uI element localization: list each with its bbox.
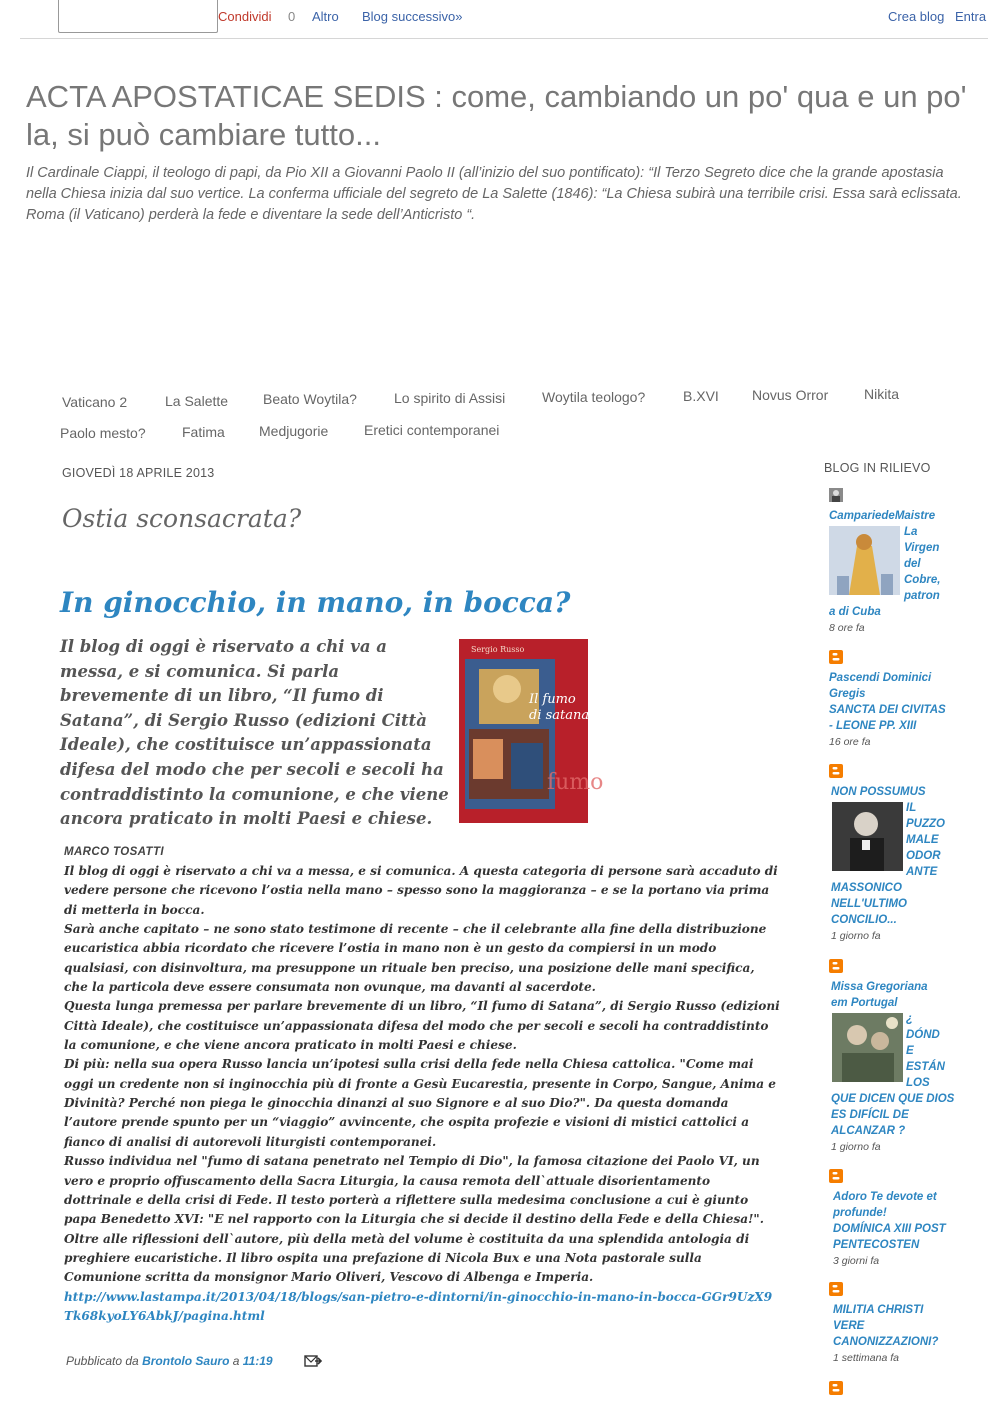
share-count: 0 bbox=[288, 9, 296, 24]
post-title-link[interactable]: VERE CANONIZZAZIONI? bbox=[833, 1320, 939, 1348]
post-time-link[interactable]: 11:19 bbox=[242, 1354, 273, 1368]
tab-woytila-teologo[interactable]: Woytila teologo? bbox=[542, 389, 646, 405]
navbar-search-box[interactable] bbox=[58, 0, 218, 33]
book-author: Sergio Russo bbox=[471, 645, 525, 654]
post-thumbnail[interactable] bbox=[832, 802, 903, 871]
featured-blog-item bbox=[829, 1169, 981, 1267]
blog-name-link[interactable]: Pascendi Dominici Gregis bbox=[829, 672, 932, 700]
post-title-link-continued[interactable]: QUE DICEN QUE DIOS ES DIFÍCIL DE ALCANZAR ? bbox=[831, 1093, 955, 1137]
post-time-ago: 1 giorno fa bbox=[831, 930, 881, 942]
at-label: a bbox=[232, 1354, 240, 1368]
blogger-icon bbox=[829, 1381, 843, 1395]
next-blog-link[interactable]: Blog successivo» bbox=[362, 9, 463, 24]
tab-novus-orror[interactable]: Novus Orror bbox=[752, 387, 829, 403]
tab-vaticano-2[interactable]: Vaticano 2 bbox=[62, 394, 128, 410]
post-time-ago: 3 giorni fa bbox=[833, 1255, 880, 1267]
post-title-link[interactable]: ¿ DÓND E ESTÁN LOS bbox=[906, 1013, 945, 1089]
post-title-link-continued[interactable]: a di Cuba bbox=[829, 606, 881, 618]
tab-paolo-mesto[interactable]: Paolo mesto? bbox=[60, 425, 146, 441]
login-link[interactable]: Entra bbox=[955, 9, 987, 24]
blog-name-link[interactable]: NON POSSUMUS bbox=[831, 786, 926, 798]
tab-spirito-di-assisi[interactable]: Lo spirito di Assisi bbox=[394, 390, 506, 406]
tab-medjugorie[interactable]: Medjugorie bbox=[259, 423, 329, 439]
book-title-line2: di satana bbox=[529, 708, 590, 723]
blogger-icon bbox=[829, 1282, 843, 1296]
blog-name-link[interactable]: CampariedeMaistre bbox=[829, 510, 936, 522]
blog-description: Il Cardinale Ciappi, il teologo di papi, da Pio XII a Giovanni Paolo II (all’inizio del suo pontificato): “Il Terzo Segreto dice che la grande apostasia nella Chiesa inizia dal suo vertice. La conferma ufficiale del segreto de La Salette (1846): “La Chiesa subirà una terribile crisi. Essa sarà eclissata. Roma (il Vaticano) perderà la fede e diventare la sede dell’Anticristo “. bbox=[26, 165, 962, 223]
article-paragraph: Sarà anche capitato – ne sono stato testimone di recente – che il celebrante alla fine della distribuzione eucaristica abbia ricordato che ricevere l’ostia in mano non è un gesto da compiersi in un modo qualsiasi, con disinvoltura, ma presuppone un rituale ben preciso, una posizione delle mani specifica, che la particola deve essere consumata non ovunque, ma davanti al sacerdote. bbox=[64, 922, 767, 995]
article-body bbox=[64, 862, 780, 1326]
tab-bxvi[interactable]: B.XVI bbox=[683, 388, 719, 404]
tab-eretici-contemporanei[interactable]: Eretici contemporanei bbox=[364, 422, 500, 438]
article-headline: In ginocchio, in mano, in bocca? bbox=[60, 586, 571, 619]
page-tabs bbox=[0, 384, 1000, 444]
published-by-label: Pubblicato da bbox=[66, 1354, 139, 1368]
more-link[interactable]: Altro bbox=[312, 9, 339, 24]
article-paragraph: Questa lunga premessa per parlare brevemente di un libro, “Il fumo di Satana”, di Sergio Russo (edizioni Città Ideale), che costituisce un’appassionata difesa del modo che per secoli e secoli ha contraddistinto la comunione, e che viene ancora praticato in molti Paesi e chiese. bbox=[64, 999, 780, 1053]
share-button[interactable]: Condividi bbox=[218, 9, 272, 24]
blog-title[interactable]: ACTA APOSTATICAE SEDIS : come, cambiando un po' qua e un po' la, si può cambiare tutto... bbox=[26, 79, 967, 152]
post-title-link-continued[interactable]: MASSONICO NELL'ULTIMO CONCILIO... bbox=[831, 882, 907, 926]
post-time-ago: 1 settimana fa bbox=[833, 1352, 899, 1364]
blog-name-link[interactable]: Adoro Te devote et profunde! bbox=[833, 1191, 937, 1219]
blog-name-link[interactable]: MILITIA CHRISTI bbox=[833, 1304, 924, 1316]
featured-blog-item bbox=[829, 650, 981, 748]
post-time-ago: 1 giorno fa bbox=[831, 1141, 881, 1153]
blogger-icon bbox=[829, 1169, 843, 1183]
post-footer bbox=[66, 1354, 273, 1368]
post-thumbnail[interactable] bbox=[832, 1013, 903, 1082]
article-paragraph: Russo individua nel "fumo di satana penetrato nel Tempio di Dio", la famosa citazione dei Paolo VI, un vero e proprio offuscamento della Sacra Liturgia, la causa remota dell`attuale disorientamento dottrinale e della crisi di Fede. Il testo porterà a riflettere sulla medesima conclusione a cui è giunto papa Benedetto XVI: "E nel rapporto con la Liturgia che si decide il destino della Fede e della Chiesa!". Oltre alle riflessioni dell`autore, più della metà del volume è costituita da una splendida antologia di preghiere eucaristiche. Il libro ospita una prefazione di Nicola Bux e una Nota pastorale sulla Comunione scritta da monsignor Mario Oliveri, Vescovo di Albenga e Imperia. bbox=[64, 1154, 764, 1285]
post-date: GIOVEDÌ 18 APRILE 2013 bbox=[62, 466, 215, 480]
book-title-line1: Il fumo bbox=[529, 692, 576, 707]
blogger-icon bbox=[829, 959, 843, 973]
tab-fatima[interactable]: Fatima bbox=[182, 424, 225, 440]
post-title-link[interactable]: SANCTA DEI CIVITAS - LEONE PP. XIII bbox=[829, 704, 946, 732]
tab-la-salette[interactable]: La Salette bbox=[165, 393, 229, 409]
post-title-link[interactable]: DOMÍNICA XIII POST PENTECOSTEN bbox=[833, 1223, 946, 1251]
featured-blog-item bbox=[829, 764, 981, 942]
featured-blog-item bbox=[829, 488, 981, 634]
blog-avatar-icon bbox=[829, 488, 843, 502]
tab-nikita[interactable]: Nikita bbox=[864, 386, 900, 402]
article-paragraph: Il blog di oggi è riservato a chi va a messa, e si comunica. A questa categoria di persone sarà accaduto di vedere persone che ricevono l’ostia nella mano – spesso sono la maggioranza – e se la portano via prima di metterla in bocca. bbox=[64, 864, 778, 917]
featured-blog-item bbox=[829, 959, 981, 1153]
source-article-link[interactable]: http://www.lastampa.it/2013/04/18/blogs/san-pietro-e-dintorni/in-ginocchio-in-mano-in-bocca-GGr9UzX9Tk68kyoLY6AbkJ/pagina.html bbox=[64, 1289, 773, 1323]
post-time-ago: 8 ore fa bbox=[829, 622, 865, 634]
blogger-navbar bbox=[20, 0, 988, 39]
book-cover-image bbox=[459, 639, 604, 823]
tab-beato-woytila[interactable]: Beato Woytila? bbox=[263, 391, 357, 407]
blogger-icon bbox=[829, 764, 843, 778]
author-link[interactable]: Brontolo Sauro bbox=[142, 1354, 230, 1368]
sidebar-heading: BLOG IN RILIEVO bbox=[824, 461, 931, 475]
post-thumbnail[interactable] bbox=[829, 526, 900, 595]
article-paragraph: Di più: nella sua opera Russo lancia un’ipotesi sulla crisi della fede nella Chiesa cattolica. "Come mai oggi un credente non si inginocchia più di fronte a Gesù Eucarestia, presente in Corpo, Sangue, Anima e Divinità? Perché non piega le ginocchia dinanzi al suo Signore e al suo Dio?". Da questa domanda l’autore prende spunto per un “viaggio” avvincente, che ospita profezie e visioni di mistici cattolici a fianco di analisi di autorevoli liturgisti contemporanei. bbox=[64, 1057, 776, 1149]
book-side-text: fumo bbox=[547, 770, 604, 795]
email-post-icon[interactable] bbox=[304, 1354, 322, 1368]
post-time-ago: 16 ore fa bbox=[829, 736, 871, 748]
blog-name-link[interactable]: Missa Gregoriana em Portugal bbox=[831, 981, 928, 1009]
post-title-link[interactable]: La Virgen del Cobre, patron bbox=[904, 526, 941, 602]
article-byline: MARCO TOSATTI bbox=[64, 846, 164, 858]
article-lead: Il blog di oggi è riservato a chi va a messa, e si comunica. Si parla brevemente di un libro, “Il fumo di Satana”, di Sergio Russo (edizioni Città Ideale), che costituisce un’appassionata difesa del modo che per secoli e secoli ha contraddistinto la comunione, e che viene ancora praticato in molti Paesi e chiese. bbox=[60, 637, 449, 829]
post-title-link[interactable]: IL PUZZO MALE ODOR ANTE bbox=[906, 802, 945, 878]
post-title[interactable]: Ostia sconsacrata? bbox=[62, 504, 302, 533]
blogger-icon bbox=[829, 650, 843, 664]
featured-blog-item bbox=[829, 1282, 981, 1364]
create-blog-link[interactable]: Crea blog bbox=[888, 9, 945, 24]
